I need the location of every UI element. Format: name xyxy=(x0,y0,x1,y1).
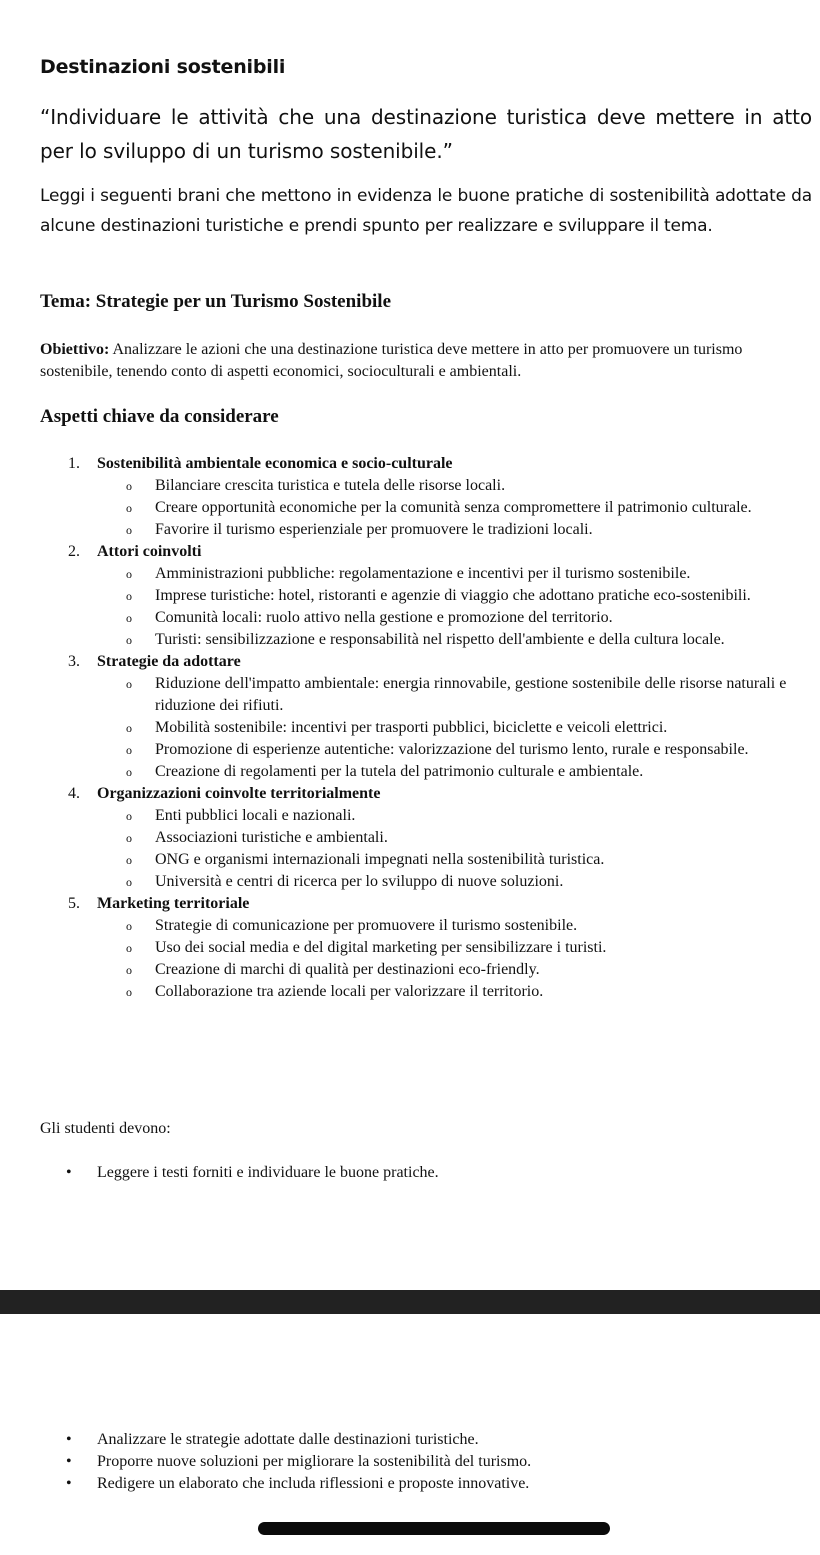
hollow-bullet-icon: o xyxy=(126,611,132,625)
list-item xyxy=(0,1451,820,1473)
list-item-text: Creare opportunità economiche per la comunità senza compromettere il patrimonio culturale. xyxy=(155,499,752,516)
section-heading xyxy=(0,783,820,805)
home-indicator-bar[interactable] xyxy=(258,1522,610,1535)
list-item xyxy=(0,959,800,981)
list-item xyxy=(0,871,800,893)
list-item-text: Associazioni turistiche e ambientali. xyxy=(155,829,388,846)
section-number: 2. xyxy=(68,543,80,560)
hollow-bullet-icon: o xyxy=(126,589,132,603)
list-item-text: Turisti: sensibilizzazione e responsabilità nel rispetto dell'ambiente e della cultura locale. xyxy=(155,631,725,648)
students-label: Gli studenti devono: xyxy=(40,1120,171,1137)
section xyxy=(0,783,820,893)
hollow-bullet-icon: o xyxy=(126,875,132,889)
section-number: 3. xyxy=(68,653,80,670)
list-item-text: Uso dei social media e del digital marketing per sensibilizzare i turisti. xyxy=(155,939,607,956)
intro-paragraph: Leggi i seguenti brani che mettono in evidenza le buone pratiche di sostenibilità adottate da alcune destinazioni turistiche e prendi spunto per realizzare e sviluppare il tema. xyxy=(40,186,812,236)
list-item-text: Favorire il turismo esperienziale per promuovere le tradizioni locali. xyxy=(155,521,593,538)
list-item xyxy=(0,1429,820,1451)
bullet-icon: • xyxy=(66,1453,72,1470)
section xyxy=(0,453,820,541)
list-item-text: Mobilità sostenibile: incentivi per trasporti pubblici, biciclette e veicoli elettrici. xyxy=(155,719,668,736)
hollow-bullet-icon: o xyxy=(126,567,132,581)
list-item-text: Proporre nuove soluzioni per migliorare la sostenibilità del turismo. xyxy=(97,1453,532,1470)
section-title: Sostenibilità ambientale economica e socio-culturale xyxy=(97,455,453,472)
list-item-text: Creazione di regolamenti per la tutela del patrimonio culturale e ambientale. xyxy=(155,763,644,780)
list-item xyxy=(0,827,800,849)
section-title: Strategie da adottare xyxy=(97,653,241,670)
list-item-text: Amministrazioni pubbliche: regolamentazione e incentivi per il turismo sostenibile. xyxy=(155,565,691,582)
hollow-bullet-icon: o xyxy=(126,941,132,955)
section-heading xyxy=(0,893,820,915)
list-item-text: Creazione di marchi di qualità per destinazioni eco-friendly. xyxy=(155,961,540,978)
aspetti-heading: Aspetti chiave da considerare xyxy=(40,406,279,427)
section-title: Organizzazioni coinvolte territorialmente xyxy=(97,785,381,802)
bullet-icon: • xyxy=(66,1475,72,1492)
hollow-bullet-icon: o xyxy=(126,963,132,977)
list-item-text: Bilanciare crescita turistica e tutela delle risorse locali. xyxy=(155,477,506,494)
hollow-bullet-icon: o xyxy=(126,831,132,845)
list-item xyxy=(0,915,800,937)
section xyxy=(0,541,820,651)
section-heading xyxy=(0,453,820,475)
list-item-text: Collaborazione tra aziende locali per valorizzare il territorio. xyxy=(155,983,544,1000)
list-item xyxy=(0,519,800,541)
list-item xyxy=(0,497,800,519)
bullet-icon: • xyxy=(66,1164,72,1181)
section-number: 1. xyxy=(68,455,80,472)
hollow-bullet-icon: o xyxy=(126,479,132,493)
list-item-text: Enti pubblici locali e nazionali. xyxy=(155,807,356,824)
list-item-text: Imprese turistiche: hotel, ristoranti e agenzie di viaggio che adottano pratiche eco-sostenibili. xyxy=(155,587,751,604)
list-item-text: Redigere un elaborato che includa riflessioni e proposte innovative. xyxy=(97,1475,530,1492)
key-aspects-list xyxy=(0,453,820,1003)
section-number: 5. xyxy=(68,895,80,912)
obiettivo-paragraph xyxy=(40,339,812,383)
list-item xyxy=(0,1162,820,1184)
hollow-bullet-icon: o xyxy=(126,633,132,647)
list-item xyxy=(0,475,800,497)
hollow-bullet-icon: o xyxy=(126,523,132,537)
list-item xyxy=(0,1473,820,1495)
section-heading xyxy=(0,651,820,673)
list-item-text: Promozione di esperienze autentiche: valorizzazione del turismo lento, rurale e responsabile. xyxy=(155,741,749,758)
section-title: Marketing territoriale xyxy=(97,895,250,912)
document-title: Destinazioni sostenibili xyxy=(40,56,286,78)
hollow-bullet-icon: o xyxy=(126,809,132,823)
list-item xyxy=(0,761,800,783)
list-item-text: ONG e organismi internazionali impegnati nella sostenibilità turistica. xyxy=(155,851,605,868)
tema-heading: Tema: Strategie per un Turismo Sostenibile xyxy=(40,291,391,312)
section xyxy=(0,651,820,783)
obiettivo-text: Analizzare le azioni che una destinazione turistica deve mettere in atto per promuovere un turismo sostenibile, tenendo conto di aspetti economici, socioculturali e ambientali. xyxy=(40,341,743,380)
list-item xyxy=(0,739,800,761)
students-task-list xyxy=(0,1162,820,1184)
list-item xyxy=(0,849,800,871)
hollow-bullet-icon: o xyxy=(126,765,132,779)
list-item-text: Riduzione dell'impatto ambientale: energia rinnovabile, gestione sostenibile delle risorse naturali e riduzione dei rifiuti. xyxy=(155,675,787,714)
list-item xyxy=(0,629,800,651)
bullet-icon: • xyxy=(66,1431,72,1448)
list-item-text: Comunità locali: ruolo attivo nella gestione e promozione del territorio. xyxy=(155,609,613,626)
list-item xyxy=(0,563,800,585)
students-task-list-continued xyxy=(0,1429,820,1495)
hollow-bullet-icon: o xyxy=(126,721,132,735)
section xyxy=(0,893,820,1003)
hollow-bullet-icon: o xyxy=(126,743,132,757)
list-item-text: Analizzare le strategie adottate dalle destinazioni turistiche. xyxy=(97,1431,479,1448)
list-item xyxy=(0,717,800,739)
hollow-bullet-icon: o xyxy=(126,501,132,515)
hollow-bullet-icon: o xyxy=(126,853,132,867)
list-item-text: Strategie di comunicazione per promuovere il turismo sostenibile. xyxy=(155,917,578,934)
list-item-text: Università e centri di ricerca per lo sviluppo di nuove soluzioni. xyxy=(155,873,564,890)
page-break-band xyxy=(0,1290,820,1314)
section-title: Attori coinvolti xyxy=(97,543,202,560)
section-heading xyxy=(0,541,820,563)
assignment-quote: “Individuare le attività che una destinazione turistica deve mettere in atto per lo sviluppo di un turismo sostenibile.” xyxy=(40,105,812,163)
list-item xyxy=(0,673,800,717)
list-item xyxy=(0,805,800,827)
list-item xyxy=(0,607,800,629)
list-item xyxy=(0,585,800,607)
list-item-text: Leggere i testi forniti e individuare le buone pratiche. xyxy=(97,1164,439,1181)
hollow-bullet-icon: o xyxy=(126,677,132,691)
hollow-bullet-icon: o xyxy=(126,919,132,933)
hollow-bullet-icon: o xyxy=(126,985,132,999)
section-number: 4. xyxy=(68,785,80,802)
obiettivo-label: Obiettivo: xyxy=(40,341,110,358)
list-item xyxy=(0,937,800,959)
list-item xyxy=(0,981,800,1003)
